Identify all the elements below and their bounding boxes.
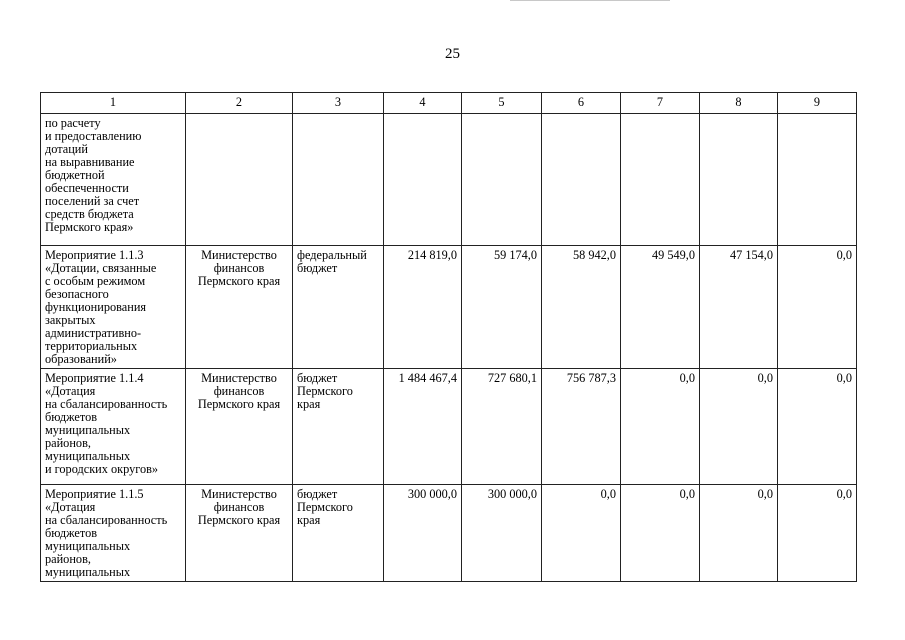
table-row xyxy=(41,246,857,369)
amount-cell: 49 549,0 xyxy=(621,246,700,369)
amount-cell: 47 154,0 xyxy=(700,246,778,369)
executor: Министерство финансов Пермского края xyxy=(197,371,281,411)
column-header: 5 xyxy=(462,93,542,114)
amount-cell: 0,0 xyxy=(621,369,700,485)
funding-source: федеральный бюджет xyxy=(297,248,367,275)
column-header: 3 xyxy=(293,93,384,114)
amount-cell: 0,0 xyxy=(778,369,857,485)
budget-table xyxy=(40,92,857,582)
amount-cell xyxy=(621,114,700,246)
activity-name-cell xyxy=(41,114,186,246)
funding-source-cell xyxy=(293,485,384,582)
scan-artifact-line xyxy=(510,0,670,1)
amount-cell xyxy=(462,114,542,246)
amount-cell: 300 000,0 xyxy=(384,485,462,582)
amount-cell: 0,0 xyxy=(778,246,857,369)
column-header: 9 xyxy=(778,93,857,114)
column-header: 1 xyxy=(41,93,186,114)
funding-source-cell xyxy=(293,114,384,246)
executor-cell xyxy=(186,114,293,246)
amount-cell xyxy=(542,114,621,246)
column-header: 7 xyxy=(621,93,700,114)
activity-name: Мероприятие 1.1.4 «Дотация на сбалансированность бюджетов муниципальных районов, муниципальных и городских округов» xyxy=(45,371,168,476)
column-header: 8 xyxy=(700,93,778,114)
executor-cell xyxy=(186,369,293,485)
column-header: 2 xyxy=(186,93,293,114)
table-row xyxy=(41,369,857,485)
table-header-row xyxy=(41,93,857,114)
column-header: 4 xyxy=(384,93,462,114)
amount-cell: 727 680,1 xyxy=(462,369,542,485)
executor-cell xyxy=(186,485,293,582)
amount-cell: 59 174,0 xyxy=(462,246,542,369)
amount-cell: 300 000,0 xyxy=(462,485,542,582)
amount-cell: 58 942,0 xyxy=(542,246,621,369)
executor-cell xyxy=(186,246,293,369)
amount-cell: 0,0 xyxy=(700,369,778,485)
activity-name: Мероприятие 1.1.3 «Дотации, связанные с особым режимом безопасного функционирования закрытых административно- территориальных образований» xyxy=(45,248,157,366)
funding-source: бюджет Пермского края xyxy=(297,487,353,527)
column-header: 6 xyxy=(542,93,621,114)
activity-name-cell xyxy=(41,369,186,485)
amount-cell xyxy=(384,114,462,246)
activity-name: Мероприятие 1.1.5 «Дотация на сбалансированность бюджетов муниципальных районов, муниципальных xyxy=(45,487,168,579)
executor: Министерство финансов Пермского края xyxy=(197,248,281,288)
activity-name-cell xyxy=(41,485,186,582)
amount-cell: 0,0 xyxy=(700,485,778,582)
activity-name: по расчету и предоставлению дотаций на выравнивание бюджетной обеспеченности поселений за счет средств бюджета Пермского края» xyxy=(45,116,142,234)
amount-cell xyxy=(700,114,778,246)
funding-source: бюджет Пермского края xyxy=(297,371,353,411)
funding-source-cell xyxy=(293,246,384,369)
amount-cell: 214 819,0 xyxy=(384,246,462,369)
table-row xyxy=(41,485,857,582)
amount-cell: 756 787,3 xyxy=(542,369,621,485)
amount-cell: 0,0 xyxy=(778,485,857,582)
page-number: 25 xyxy=(445,46,460,62)
amount-cell: 0,0 xyxy=(621,485,700,582)
amount-cell xyxy=(778,114,857,246)
funding-source-cell xyxy=(293,369,384,485)
amount-cell: 0,0 xyxy=(542,485,621,582)
amount-cell: 1 484 467,4 xyxy=(384,369,462,485)
executor: Министерство финансов Пермского края xyxy=(197,487,281,527)
table-row xyxy=(41,114,857,246)
activity-name-cell xyxy=(41,246,186,369)
